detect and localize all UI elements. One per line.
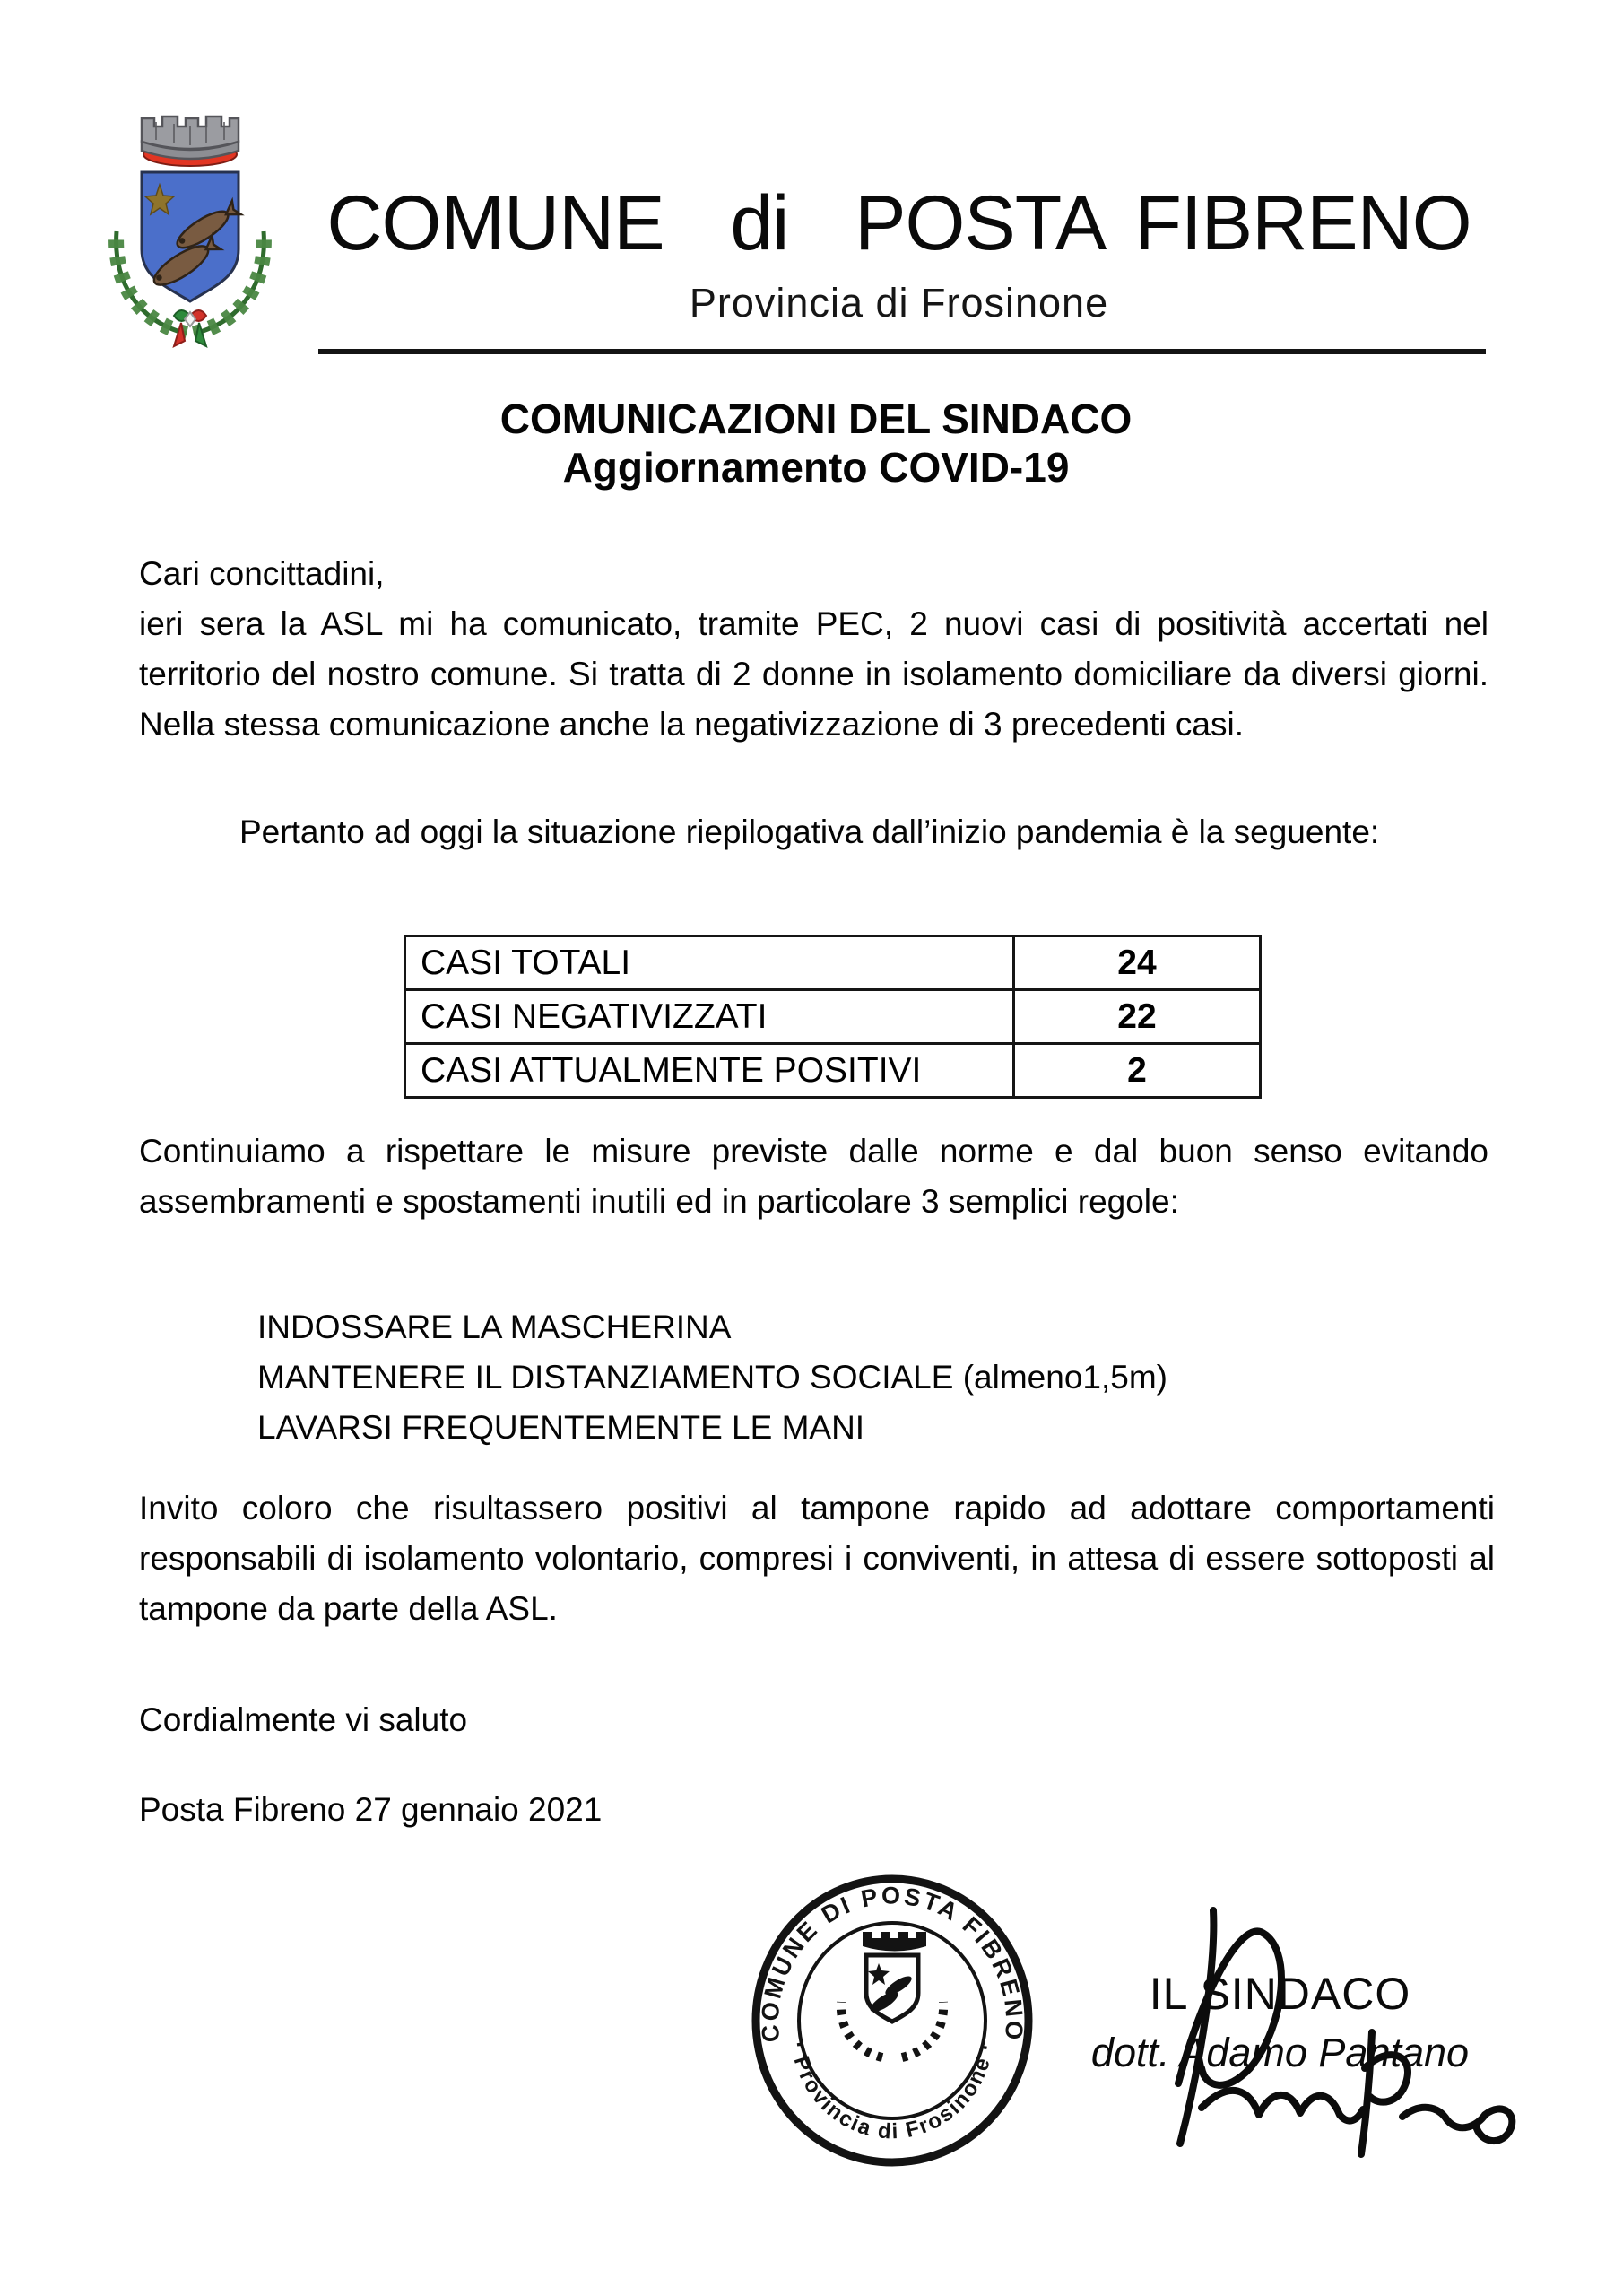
rule-item: LAVARSI FREQUENTEMENTE LE MANI: [257, 1409, 865, 1446]
covid-summary-table: [404, 935, 1262, 1099]
signature-role: IL SINDACO: [1149, 1969, 1411, 2019]
official-stamp: [748, 1871, 1037, 2170]
mural-crown: [142, 117, 239, 166]
table-cell-value: 22: [1014, 990, 1261, 1044]
signature-block: [1076, 1970, 1484, 2075]
coat-of-arms: [102, 108, 278, 352]
table-row: [405, 1044, 1261, 1098]
paragraph-invitation: Invito coloro che risultassero positivi al tampone rapido ad adottare comportamenti responsabili di isolamento volontario, compresi i conviventi, in attesa di essere sottoposti al tampone da parte della ASL.: [139, 1490, 1495, 1627]
stamp-emblem: [841, 1932, 943, 2057]
opening-paragraph: [139, 549, 1488, 750]
paragraph-summary-intro: Pertanto ad oggi la situazione riepilogativa dall’inizio pandemia è la seguente:: [239, 813, 1380, 850]
paragraph-new-cases: ieri sera la ASL mi ha comunicato, tramite PEC, 2 nuovi casi di positività accertati nel territorio del nostro comune. Si tratta di 2 donne in isolamento domiciliare da diversi giorni. Nella stessa comunicazione anche la negativizzazione di 3 precedenti casi.: [139, 605, 1488, 743]
table-cell-value: 2: [1014, 1044, 1261, 1098]
place-dateline: Posta Fibreno 27 gennaio 2021: [139, 1791, 603, 1828]
closing-salutation: Cordialmente vi saluto: [139, 1701, 468, 1738]
header-divider: [318, 349, 1486, 354]
svg-text:· Provincia di Frosinone ·: [785, 2040, 998, 2144]
table-cell-label: CASI NEGATIVIZZATI: [405, 990, 1014, 1044]
stamp-top-text: COMUNE DI POSTA FIBRENO: [756, 1882, 1028, 2044]
letterhead: [314, 182, 1484, 326]
signature-name: dott. Adamo Pantano: [1090, 2030, 1470, 2075]
table-row: [405, 936, 1261, 990]
doc-title-line1: COMUNICAZIONI DEL SINDACO: [499, 396, 1133, 442]
table-cell-label: CASI ATTUALMENTE POSITIVI: [405, 1044, 1014, 1098]
tricolour-ribbon: [174, 310, 206, 346]
shield: [142, 172, 242, 301]
rule-item: INDOSSARE LA MASCHERINA: [257, 1309, 732, 1345]
table-cell-label: CASI TOTALI: [405, 936, 1014, 990]
province-name: Provincia di Frosinone: [689, 280, 1109, 326]
doc-title: [143, 395, 1488, 491]
table-cell-value: 24: [1014, 936, 1261, 990]
salutation: Cari concittadini,: [139, 555, 385, 592]
paragraph-rules-intro: Continuiamo a rispettare le misure previste dalle norme e dal buon senso evitando assembramenti e spostamenti inutili ed in particolare 3 semplici regole:: [139, 1133, 1488, 1220]
rules-list: [257, 1302, 1423, 1453]
rule-item: MANTENERE IL DISTANZIAMENTO SOCIALE (almeno1,5m): [257, 1359, 1167, 1396]
table-row: [405, 990, 1261, 1044]
municipality-name: COMUNE di POSTA FIBRENO: [326, 180, 1471, 266]
stamp-bottom-text: · Provincia di Frosinone ·: [785, 2039, 999, 2144]
doc-title-line2: Aggiornamento COVID-19: [562, 444, 1070, 491]
